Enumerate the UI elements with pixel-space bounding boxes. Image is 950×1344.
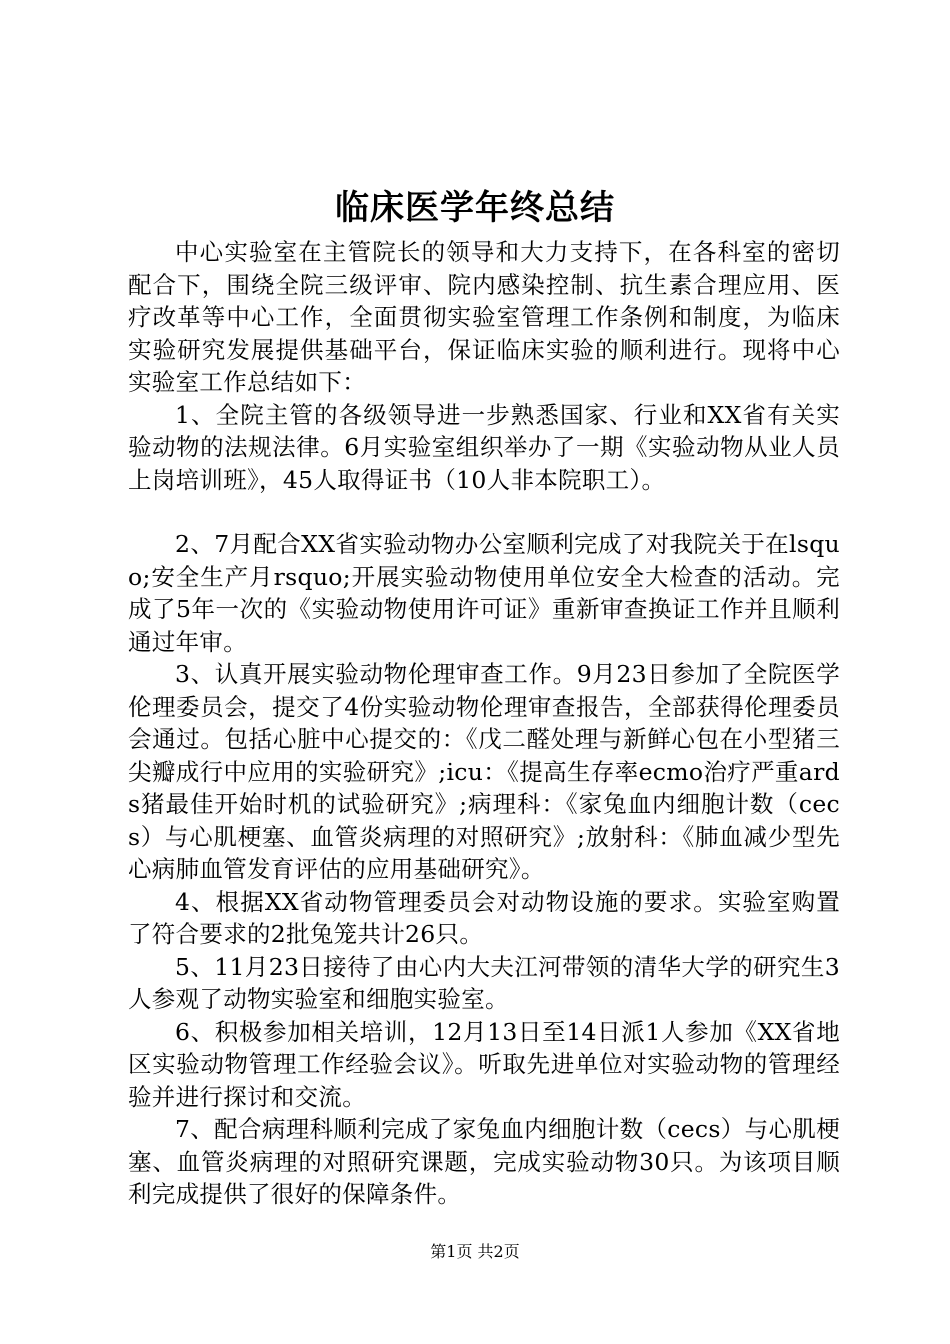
page-title: 临床医学年终总结: [335, 188, 615, 228]
page-number-footer: 第1页 共2页: [430, 1242, 520, 1261]
paragraph-item-5: 5、11月23日接待了由心内大夫江河带领的清华大学的研究生3人参观了动物实验室和细胞实验室。: [128, 952, 840, 1013]
paragraph-item-2: 2、7月配合XX省实验动物办公室顺利完成了对我院关于在lsquo;安全生产月rsquo;开展实验动物使用单位安全大检查的活动。完成了5年一次的《实验动物使用许可证》重新审查换证工作并且顺利通过年审。: [128, 530, 840, 656]
paragraph-item-6: 6、积极参加相关培训，12月13日至14日派1人参加《XX省地区实验动物管理工作经验会议》。听取先进单位对实验动物的管理经验并进行探讨和交流。: [128, 1017, 840, 1111]
intro-paragraph: 中心实验室在主管院长的领导和大力支持下，在各科室的密切配合下，围绕全院三级评审、院内感染控制、抗生素合理应用、医疗改革等中心工作，全面贯彻实验室管理工作条例和制度，为临床实验研究发展提供基础平台，保证临床实验的顺利进行。现将中心实验室工作总结如下：: [128, 238, 840, 396]
paragraph-item-1: 1、全院主管的各级领导进一步熟悉国家、行业和XX省有关实验动物的法规法律。6月实验室组织举办了一期《实验动物从业人员上岗培训班》，45人取得证书（10人非本院职工）。: [128, 400, 840, 494]
paragraph-item-4: 4、根据XX省动物管理委员会对动物设施的要求。实验室购置了符合要求的2批兔笼共计26只。: [128, 887, 840, 948]
paragraph-item-7: 7、配合病理科顺利完成了家兔血内细胞计数（cecs）与心肌梗塞、血管炎病理的对照研究课题，完成实验动物30只。为该项目顺利完成提供了很好的保障条件。: [128, 1115, 840, 1208]
paragraph-item-3: 3、认真开展实验动物伦理审查工作。9月23日参加了全院医学伦理委员会，提交了4份实验动物伦理审查报告，全部获得伦理委员会通过。包括心脏中心提交的：《戊二醛处理与新鲜心包在小型猪三尖瓣成行中应用的实验研究》;icu：《提高生存率ecmo治疗严重ards猪最佳开始时机的试验研究》;病理科：《家兔血内细胞计数（cecs）与心肌梗塞、血管炎病理的对照研究》;放射科：《肺血减少型先心病肺血管发育评估的应用基础研究》。: [128, 660, 840, 883]
document-body: [128, 236, 840, 1211]
